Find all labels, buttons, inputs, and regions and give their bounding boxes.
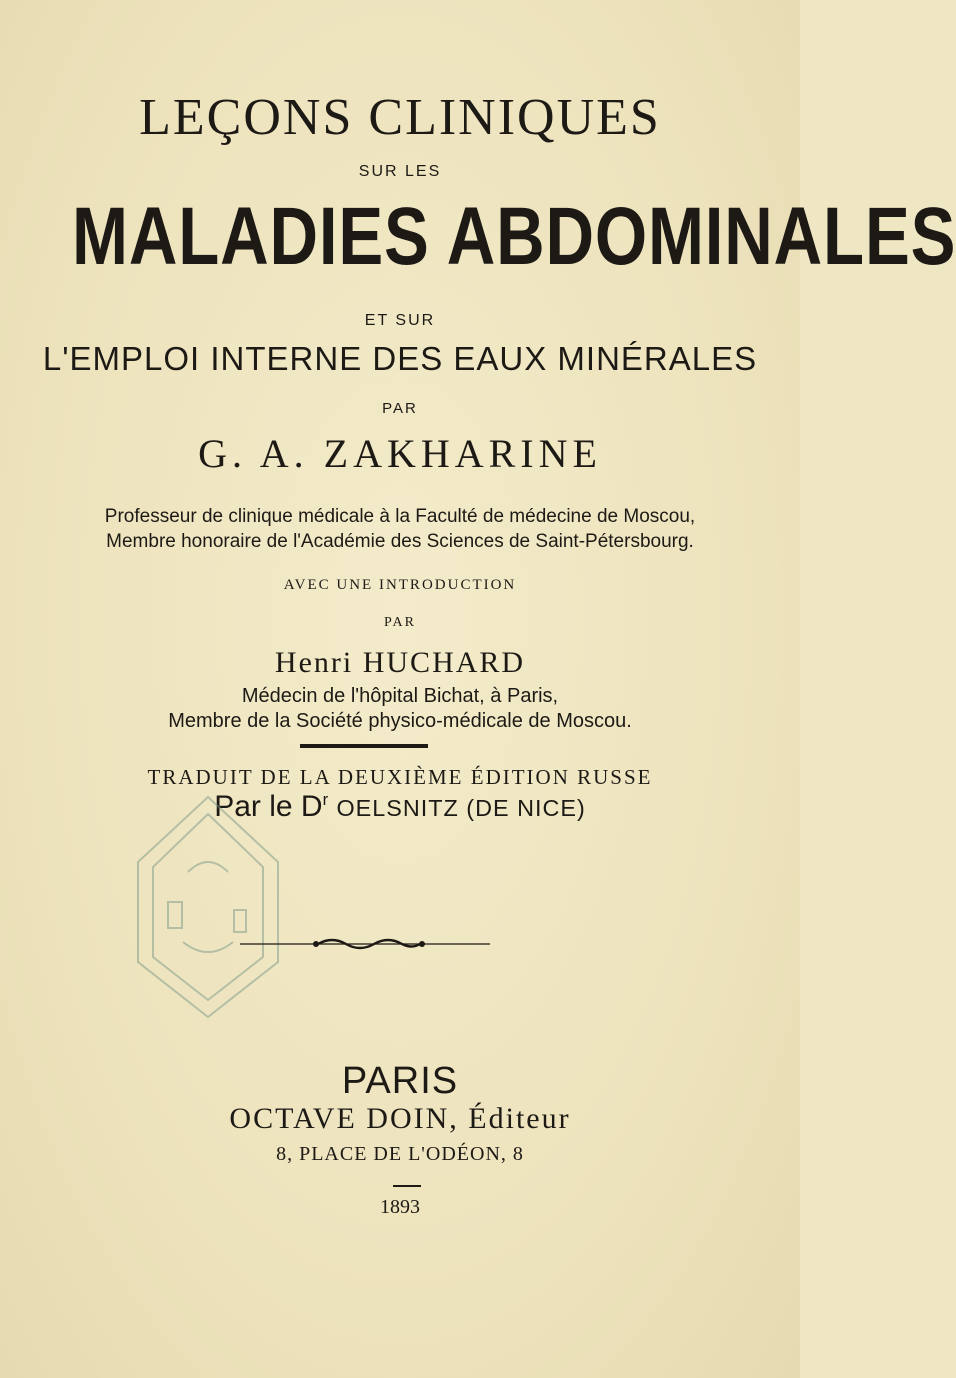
- title-sur-les: SUR LES: [358, 163, 442, 180]
- translator: [0, 790, 800, 824]
- author-credential-2: Membre honoraire de l'Académie des Sciences de Saint-Pétersbourg.: [106, 531, 694, 552]
- title-lecons-cliniques: LEÇONS CLINIQUES: [139, 89, 661, 146]
- intro-avec: AVEC UNE INTRODUCTION: [283, 577, 517, 593]
- publisher-address: 8, PLACE DE L'ODÉON, 8: [276, 1143, 524, 1165]
- year-rule: [393, 1185, 421, 1187]
- translator-sup: r: [322, 791, 329, 809]
- title-et-sur: ET SUR: [364, 312, 436, 329]
- author-name: G. A. ZAKHARINE: [198, 431, 602, 476]
- divider-rule: [300, 744, 428, 748]
- intro-name: Henri HUCHARD: [274, 646, 526, 679]
- author-par: PAR: [382, 400, 418, 417]
- author-credential-1: Professeur de clinique médicale à la Faculté de médecine de Moscou,: [104, 506, 696, 527]
- title-maladies-abdominales: MALADIES ABDOMINALES: [72, 191, 956, 282]
- intro-credential-2: Membre de la Société physico-médicale de Moscou.: [168, 710, 632, 732]
- publisher-name: OCTAVE DOIN, Éditeur: [229, 1102, 571, 1135]
- translation-line: TRADUIT DE LA DEUXIÈME ÉDITION RUSSE: [147, 765, 653, 789]
- translator-prefix: Par le D: [214, 790, 323, 823]
- intro-par: PAR: [384, 615, 416, 630]
- publication-year: 1893: [380, 1196, 420, 1218]
- decorative-ornament: [240, 937, 490, 951]
- translator-name: OELSNITZ (DE NICE): [336, 795, 586, 821]
- intro-credential-1: Médecin de l'hôpital Bichat, à Paris,: [241, 685, 559, 707]
- title-emploi-interne: L'EMPLOI INTERNE DES EAUX MINÉRALES: [42, 340, 758, 377]
- publisher-city: PARIS: [341, 1060, 459, 1102]
- library-stamp-watermark: [128, 792, 288, 1022]
